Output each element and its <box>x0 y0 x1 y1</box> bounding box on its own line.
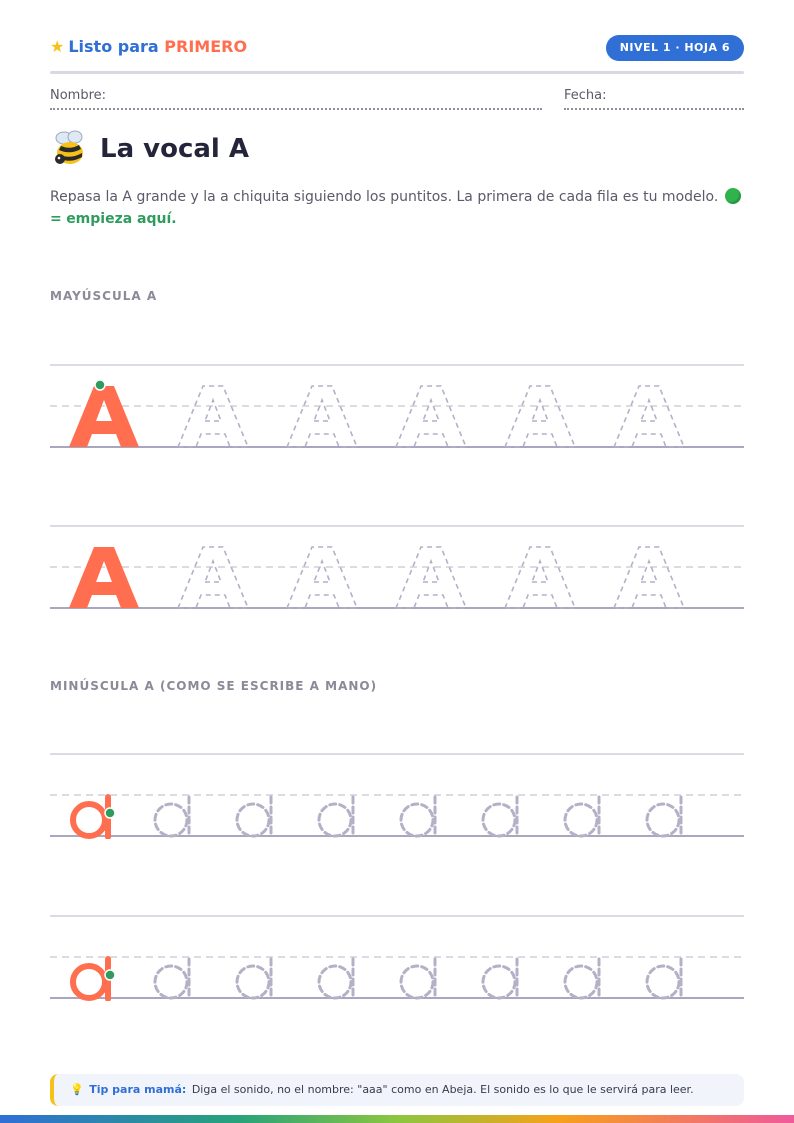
marker-suffix: = <box>50 211 62 227</box>
trace-letter-uppercase[interactable] <box>178 547 248 608</box>
trace-letter-lowercase[interactable] <box>401 797 435 837</box>
trace-letter-uppercase[interactable] <box>614 547 684 608</box>
name-field[interactable] <box>50 88 542 110</box>
tip-text: Diga el sonido, no el nombre: "aaa" como en Abeja. El sonido es lo que le servirá para leer. <box>191 1083 694 1096</box>
green-dot-icon <box>725 188 741 204</box>
date-field[interactable] <box>564 88 744 110</box>
trace-letter-uppercase[interactable] <box>614 386 684 447</box>
trace-letter-uppercase[interactable] <box>287 547 357 608</box>
model-letter-uppercase <box>69 386 139 447</box>
footer-gradient-bar <box>0 1115 794 1123</box>
brand-prefix: Listo para <box>68 37 159 56</box>
trace-letter-lowercase[interactable] <box>237 797 271 837</box>
level-badge: NIVEL 1 · HOJA 6 <box>606 35 744 61</box>
bee-icon <box>50 128 90 168</box>
trace-letter-uppercase[interactable] <box>505 386 575 447</box>
start-dot-icon <box>95 380 105 390</box>
trace-letter-lowercase[interactable] <box>647 959 681 999</box>
lightbulb-icon: 💡 <box>70 1083 84 1096</box>
brand-accent: PRIMERO <box>164 37 248 56</box>
marker-text: empieza aquí. <box>66 211 177 227</box>
trace-letter-uppercase[interactable] <box>396 547 466 608</box>
header-divider <box>50 71 744 74</box>
date-label: Fecha: <box>564 88 607 103</box>
trace-letter-lowercase[interactable] <box>483 797 517 837</box>
model-letter-uppercase <box>69 547 139 608</box>
trace-letter-lowercase[interactable] <box>319 959 353 999</box>
name-label: Nombre: <box>50 88 107 103</box>
lowercase-row-1-lines <box>50 753 744 839</box>
trace-letter-lowercase[interactable] <box>401 959 435 999</box>
star-icon: ★ <box>50 37 65 56</box>
lowercase-row-2-lines <box>50 915 744 1001</box>
trace-letter-uppercase[interactable] <box>396 386 466 447</box>
model-letter-lowercase <box>73 959 108 999</box>
trace-letter-uppercase[interactable] <box>178 386 248 447</box>
trace-letter-lowercase[interactable] <box>647 797 681 837</box>
instructions <box>50 186 744 230</box>
model-letter-lowercase <box>73 797 108 837</box>
trace-letter-lowercase[interactable] <box>565 797 599 837</box>
lowercase-row-2 <box>50 915 744 1001</box>
page-title: La vocal A <box>100 134 250 164</box>
uppercase-row-2-lines <box>50 525 744 611</box>
parent-tip <box>50 1074 744 1106</box>
trace-letter-uppercase[interactable] <box>287 386 357 447</box>
start-dot-icon <box>105 970 115 980</box>
lowercase-row-1 <box>50 753 744 839</box>
start-dot-icon <box>105 808 115 818</box>
trace-letter-lowercase[interactable] <box>483 959 517 999</box>
page-header <box>50 34 744 62</box>
trace-letter-uppercase[interactable] <box>505 547 575 608</box>
trace-letter-lowercase[interactable] <box>319 797 353 837</box>
lowercase-section-label: MINÚSCULA A (COMO SE ESCRIBE A MANO) <box>50 679 378 693</box>
tip-label: Tip para mamá: <box>89 1083 187 1096</box>
trace-letter-lowercase[interactable] <box>155 797 189 837</box>
trace-letter-lowercase[interactable] <box>565 959 599 999</box>
trace-letter-lowercase[interactable] <box>155 959 189 999</box>
trace-letter-lowercase[interactable] <box>237 959 271 999</box>
uppercase-row-1 <box>50 364 744 450</box>
uppercase-row-1-lines <box>50 364 744 450</box>
instructions-text: Repasa la A grande y la a chiquita siguiendo los puntitos. La primera de cada fila es tu modelo. <box>50 189 719 205</box>
uppercase-row-2 <box>50 525 744 611</box>
uppercase-section-label: MAYÚSCULA A <box>50 289 158 303</box>
brand-title <box>50 37 247 56</box>
